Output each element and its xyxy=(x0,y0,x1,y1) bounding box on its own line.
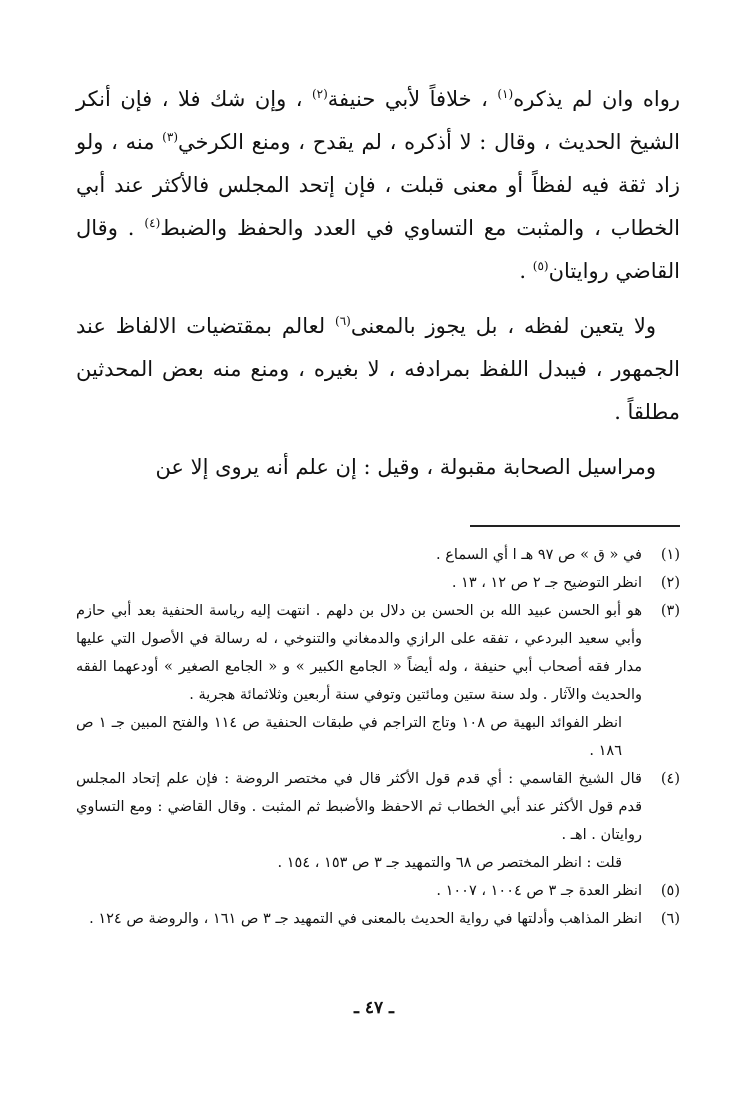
footnote-ref-3[interactable]: (٣) xyxy=(162,130,178,144)
footnote-2 xyxy=(76,569,680,597)
footnote-text: هو أبو الحسن عبيد الله بن الحسن بن دلال بن دلهم . انتهت إليه رياسة الحنفية بعد أبي حازم وأبي سعيد البردعي ، تفقه على الرازي والدمغاني والتنوخي ، له رسالة في الأصول التي عليها مدار فقه أصحاب أبي حنيفة ، وله أيضاً « الجامع الكبير » و « الجامع الصغير » أودعهما الفقه والحديث والآثار . ولد سنة ستين ومائتين وتوفي سنة أربعين وثلاثمائة هجرية . xyxy=(76,603,642,703)
paragraph-1 xyxy=(76,78,680,293)
page-number: ـ ٤٧ ـ xyxy=(353,998,395,1018)
footnote-number: (١) xyxy=(660,547,680,563)
footnote-ref-2[interactable]: (٢) xyxy=(311,87,328,101)
footnote-number: (٦) xyxy=(660,911,680,927)
footnote-separator xyxy=(470,525,680,527)
footnote-ref-1[interactable]: (١) xyxy=(497,87,514,101)
text-run: ، وإن شك فلا ، فإن أنكر الشيخ الحديث ، وقال : لا أذكره ، لم يقدح ، ومنع الكرخي xyxy=(76,87,680,154)
footnote-ref-5[interactable]: (٥) xyxy=(532,259,549,273)
footnote-5 xyxy=(76,877,680,905)
text-run: منه ، ولو زاد ثقة فيه لفظاً أو معنى قبلت ، فإن إتحد المجلس فالأكثر عند أبي الخطاب ، والمثبت مع التساوي في العدد والحفظ والضبط xyxy=(76,130,680,240)
paragraph-2 xyxy=(76,305,680,434)
main-text xyxy=(76,78,680,489)
footnote-6 xyxy=(76,905,680,933)
footnote-text: في « ق » ص ٩٧ هـ ا أي السماع . xyxy=(436,547,642,563)
footnote-ref-6[interactable]: (٦) xyxy=(335,314,351,328)
footnote-number: (٣) xyxy=(660,603,680,619)
text-run: . xyxy=(519,259,533,283)
footnote-text: انظر التوضيح جـ ٢ ص ١٢ ، ١٣ . xyxy=(451,575,642,591)
paragraph-3: ومراسيل الصحابة مقبولة ، وقيل : إن علم أنه يروى إلا عن xyxy=(155,455,656,479)
page-body xyxy=(76,78,680,933)
footnote-text: انظر المذاهب وأدلتها في رواية الحديث بالمعنى في التمهيد جـ ٣ ص ١٦١ ، والروضة ص ١٢٤ . xyxy=(89,911,642,927)
footnote-number: (٤) xyxy=(660,771,680,787)
footnote-3 xyxy=(76,597,680,765)
text-run: ، خلافاً لأبي حنيفة xyxy=(327,87,498,111)
footnote-text: قال الشيخ القاسمي : أي قدم قول الأكثر قال في مختصر الروضة : فإن علم إتحاد المجلس قدم قول الأكثر عند أبي الخطاب ثم الاحفظ والأضبط ثم المثبت . وقال القاضي : ومع التساوي روايتان . اهـ . xyxy=(76,771,642,843)
text-run: . وقال القاضي روايتان xyxy=(76,216,680,283)
footnote-text: انظر العدة جـ ٣ ص ١٠٠٤ ، ١٠٠٧ . xyxy=(436,883,642,899)
footnote-source: قلت : انظر المختصر ص ٦٨ والتمهيد جـ ٣ ص ١٥٣ ، ١٥٤ . xyxy=(277,855,622,871)
footnote-number: (٥) xyxy=(660,883,680,899)
footnote-source: انظر الفوائد البهية ص ١٠٨ وتاج التراجم في طبقات الحنفية ص ١١٤ والفتح المبين جـ ١ ص ١٨٦ . xyxy=(76,715,623,759)
text-run: رواه وان لم يذكره xyxy=(513,87,681,111)
text-run: ولا يتعين لفظه ، بل يجوز بالمعنى xyxy=(350,314,656,338)
text-run: لعالم بمقتضيات الالفاظ عند الجمهور ، فيبدل اللفظ بمرادفه ، لا بغيره ، ومنع منه بعض المحدثين مطلقاً . xyxy=(76,314,680,424)
footnote-4 xyxy=(76,765,680,877)
footnote-1 xyxy=(76,541,680,569)
footnotes xyxy=(76,541,680,933)
footnote-number: (٢) xyxy=(660,575,680,591)
footnote-ref-4[interactable]: (٤) xyxy=(144,216,161,230)
